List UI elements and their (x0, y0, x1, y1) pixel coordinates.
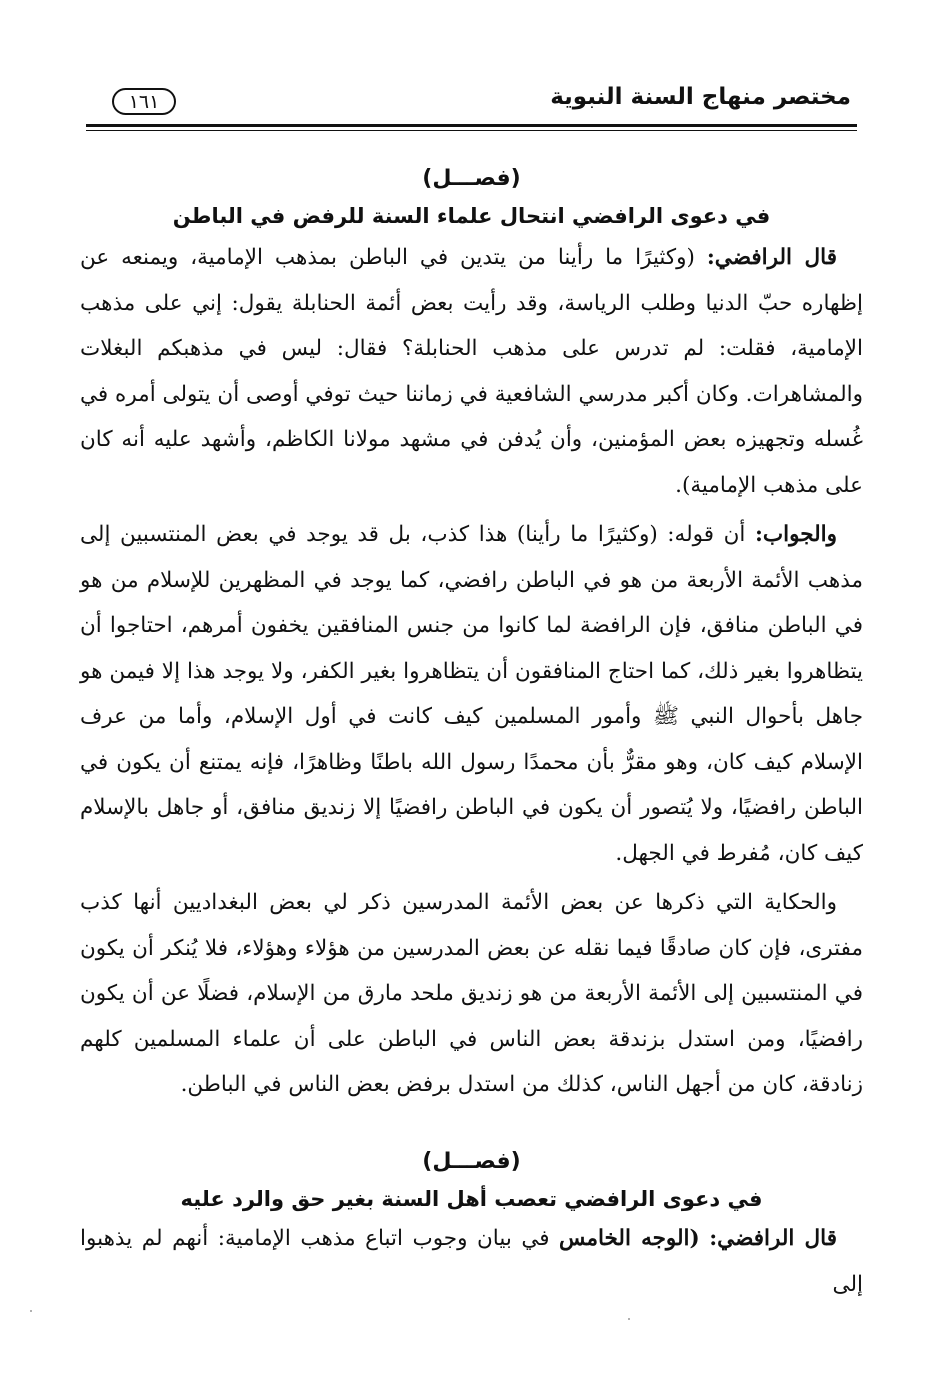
paragraph (80, 880, 863, 1108)
paragraph-speaker-aspect: (الوجه الخامس (559, 1226, 700, 1251)
paragraph-speaker: والجواب: (754, 522, 837, 547)
paragraph-text: والحكاية التي ذكرها عن بعض الأئمة المدرسين ذكر لي بعض البغداديين أنها كذب مفترى، فإن كان صادقًا فيما نقله عن بعض المدرسين من هؤلاء وهؤلاء، فلا يُنكر أن يكون في المنتسبين إلى الأئمة الأربعة من هو زنديق ملحد مارق من الإسلام، فضلًا عن أن يكون رافضيًا، ومن استدل بزندقة بعض الناس في الباطن على أن علماء المسلمين كلهم زنادقة، كان من أجهل الناس، كذلك من استدل برفض بعض الناس في الباطن. (80, 890, 863, 1097)
page-number-label: ١٦١ (128, 90, 160, 113)
scan-speck (30, 1310, 32, 1312)
section2-body (80, 1216, 863, 1307)
paragraph-text: أن قوله: (وكثيرًا ما رأينا) هذا كذب، بل قد يوجد في بعض المنتسبين إلى مذهب الأئمة الأربعة من هو في الباطن رافضي، كما يوجد في المظهرين للإسلام من هو في الباطن منافق، فإن الرافضة لما كانوا من جنس المنافقين يخفون أمرهم، احتاجوا أن يتظاهروا بغير ذلك، كما احتاج المنافقون أن يتظاهروا بغير الكفر، ولا يوجد هذا إلا فيمن هو جاهل بأحوال النبي ﷺ وأمور المسلمين كيف كانت في أول الإسلام، وأما من عرف الإسلام كيف كان، وهو مقرٌّ بأن محمدًا رسول الله باطنًا وظاهرًا، فإنه يمتنع أن يكون في الباطن رافضيًا، ولا يُتصور أن يكون في الباطن رافضيًا إلا زنديق منافق، أو جاهل بالإسلام كيف كان، مُفرط في الجهل. (80, 522, 863, 866)
running-title: مختصر منهاج السنة النبوية (550, 84, 851, 110)
paragraph-text: في بيان وجوب اتباع مذهب الإمامية: أنهم لم يذهبوا إلى (80, 1226, 863, 1297)
paragraph (80, 1216, 863, 1307)
paragraph-text: (وكثيرًا ما رأينا من يتدين في الباطن بمذهب الإمامية، ويمنعه عن إظهاره حبّ الدنيا وطلب الرياسة، وقد رأيت بعض أئمة الحنابلة يقول: إني على مذهب الإمامية، فقلت: لم تدرس على مذهب الحنابلة؟ فقال: ليس في مذهبكم البغلات والمشاهرات. وكان أكبر مدرسي الشافعية في زماننا حيث توفي أوصى أن يتولى أمره في غُسله وتجهيزه بعض المؤمنين، وأن يُدفن في مشهد مولانا الكاظم، وأشهد عليه أنه كان على مذهب الإمامية). (80, 245, 863, 498)
section-subheading: في دعوى الرافضي انتحال علماء السنة للرفض في الباطن (172, 204, 771, 228)
page-number (112, 88, 176, 115)
paragraph (80, 512, 863, 876)
paragraph-speaker: قال الرافضي: (709, 1226, 837, 1251)
header-rule (86, 124, 857, 127)
section-heading-2: (فصـــل) (422, 1149, 521, 1174)
header-rule-thin (86, 130, 857, 131)
paragraph-speaker: قال الرافضي: (706, 245, 837, 270)
section-subheading-2: في دعوى الرافضي تعصب أهل السنة بغير حق والرد عليه (180, 1187, 763, 1211)
scan-speck (628, 1318, 630, 1320)
section-heading: (فصـــل) (422, 166, 521, 191)
paragraph (80, 235, 863, 508)
section1-body (80, 235, 863, 1108)
